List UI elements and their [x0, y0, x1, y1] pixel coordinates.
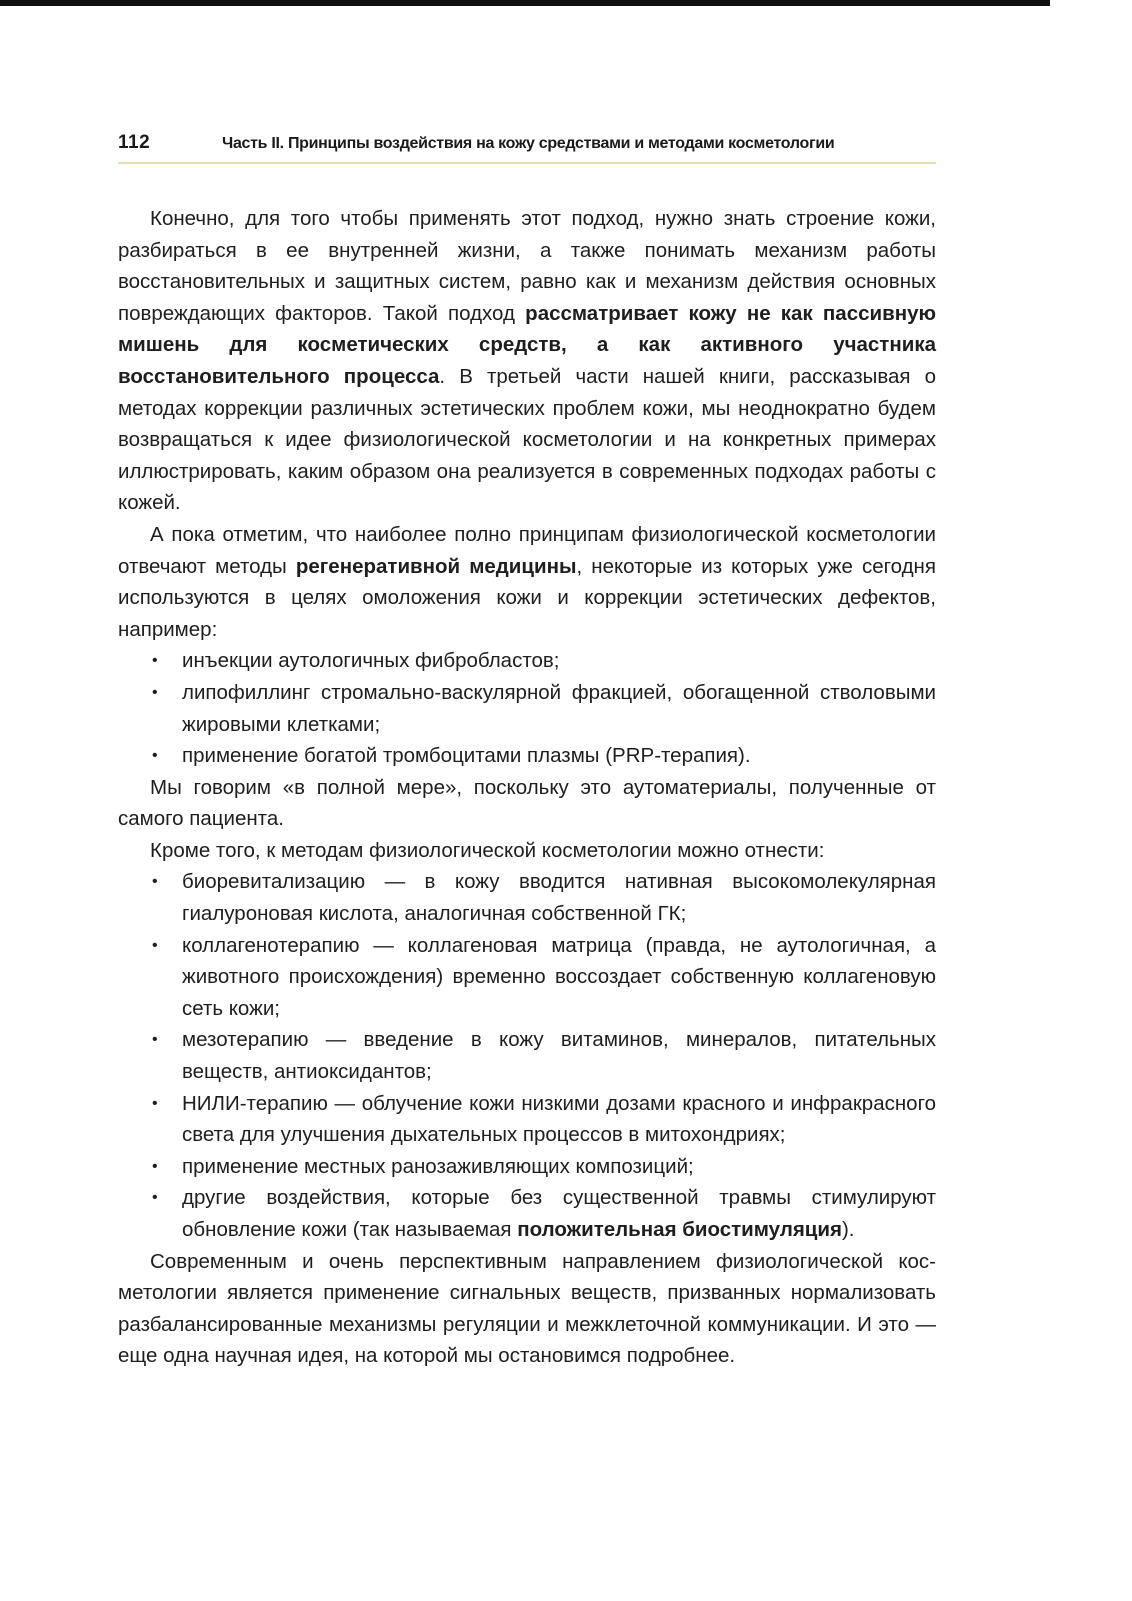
- list-item-text: НИЛИ-терапию — облучение кожи низкими дозами красного и инфракрасного света для улучшения дыхательных процессов в митохондриях;: [182, 1091, 936, 1147]
- top-edge-rule: [0, 0, 1050, 6]
- list-item-text: коллагенотерапию — коллагеновая матрица (правда, не аутологичная, а животного происхождения) временно воссоздает собственную коллагеновую сеть кожи;: [182, 933, 936, 1020]
- paragraph-text: , некоторые из которых уже сегодня используются в целях омоложения кожи и коррекции эстетических дефектов, например:: [118, 554, 936, 641]
- bullet-icon: •: [152, 1157, 158, 1175]
- bullet-icon: •: [152, 1031, 158, 1049]
- chapter-title: Часть II. Принципы воздействия на кожу средствами и методами косметологии: [222, 135, 835, 152]
- list-item-text: биоревитализацию — в кожу вводится нативная высокомолекулярная гиалуроновая кислота, аналогичная собственной ГК;: [182, 870, 936, 926]
- physiological-methods-list: [118, 866, 936, 1245]
- list-item: [118, 1024, 936, 1087]
- paragraph-text: Конечно, для того чтобы применять этот подход, нужно знать строение кожи, разбираться в ее внутренней жизни, а также понимать механизм работы восстановительных и защитных систем, равно как и механизм действия основных повреждающих факторов. Такой подход: [118, 207, 936, 325]
- bullet-icon: •: [152, 652, 158, 670]
- list-item-text: применение богатой тромбоцитами плазмы (PRP-терапия).: [182, 744, 751, 768]
- list-item: [118, 1182, 936, 1245]
- list-item: [118, 677, 936, 740]
- bullet-icon: •: [152, 1094, 158, 1112]
- list-item: [118, 866, 936, 929]
- bold-emphasis: положительная биостимуляция: [517, 1218, 842, 1241]
- bullet-icon: •: [152, 936, 158, 954]
- list-item: [118, 740, 936, 772]
- list-item-text: ).: [841, 1218, 855, 1241]
- list-item: [118, 1151, 936, 1183]
- paragraph-2: [118, 519, 936, 645]
- bold-emphasis: рассматривает кожу не как пассивную мишень для косметических средств, а как активного участника восстановительного процесса: [118, 301, 936, 388]
- bullet-icon: •: [152, 683, 158, 701]
- paragraph-4: Кроме того, к методам физиологической косметологии можно отнести:: [150, 838, 825, 862]
- list-item: [118, 1088, 936, 1151]
- bullet-icon: •: [152, 873, 158, 891]
- list-item: [118, 645, 936, 677]
- page-number: 112: [118, 132, 151, 153]
- list-item: [118, 930, 936, 1025]
- regenerative-methods-list: [118, 645, 936, 771]
- list-item-text: другие воздействия, которые без существенной травмы стимулируют обновление кожи (так называемая: [182, 1186, 936, 1241]
- body-text: [118, 203, 936, 1372]
- list-item-text: мезотерапию — введение в кожу витаминов, минералов, питательных веществ, антиоксидантов;: [182, 1028, 936, 1084]
- list-item-text: липофиллинг стромально-васкулярной фракцией, обогащенной стволовыми жировыми клетками;: [182, 680, 936, 736]
- paragraph-1: [118, 203, 936, 519]
- bullet-icon: •: [152, 747, 158, 765]
- bullet-icon: •: [152, 1189, 158, 1207]
- list-item-text: применение местных ранозаживляющих композиций;: [182, 1154, 694, 1178]
- running-head: [118, 132, 936, 164]
- paragraph-text: А пока отметим, что наиболее полно принципам физиологической косметологии отвечают методы: [118, 522, 936, 578]
- paragraph-text: . В третьей части нашей книги, рассказывая о методах коррекции различных эстетических проблем кожи, мы неоднократно будем возвращаться к идее физиологической косметологии и на конкретных примерах иллюстрировать, каким образом она реализуется в современных подходах работы с кожей.: [118, 364, 936, 515]
- paragraph-5: Современным и очень перспективным направлением физиологической косметологии является применение сигнальных веществ, призванных нормализовать разбалансированные механизмы регуляции и межклеточной коммуникации. И это — еще одна научная идея, на которой мы остановимся подробнее.: [118, 1249, 936, 1368]
- list-item-text: инъекции аутологичных фибробластов;: [182, 649, 560, 673]
- paragraph-3: Мы говорим «в полной мере», поскольку это аутоматериалы, полученные от самого пациента.: [118, 775, 936, 831]
- bold-emphasis: регенеративной медицины: [295, 554, 577, 578]
